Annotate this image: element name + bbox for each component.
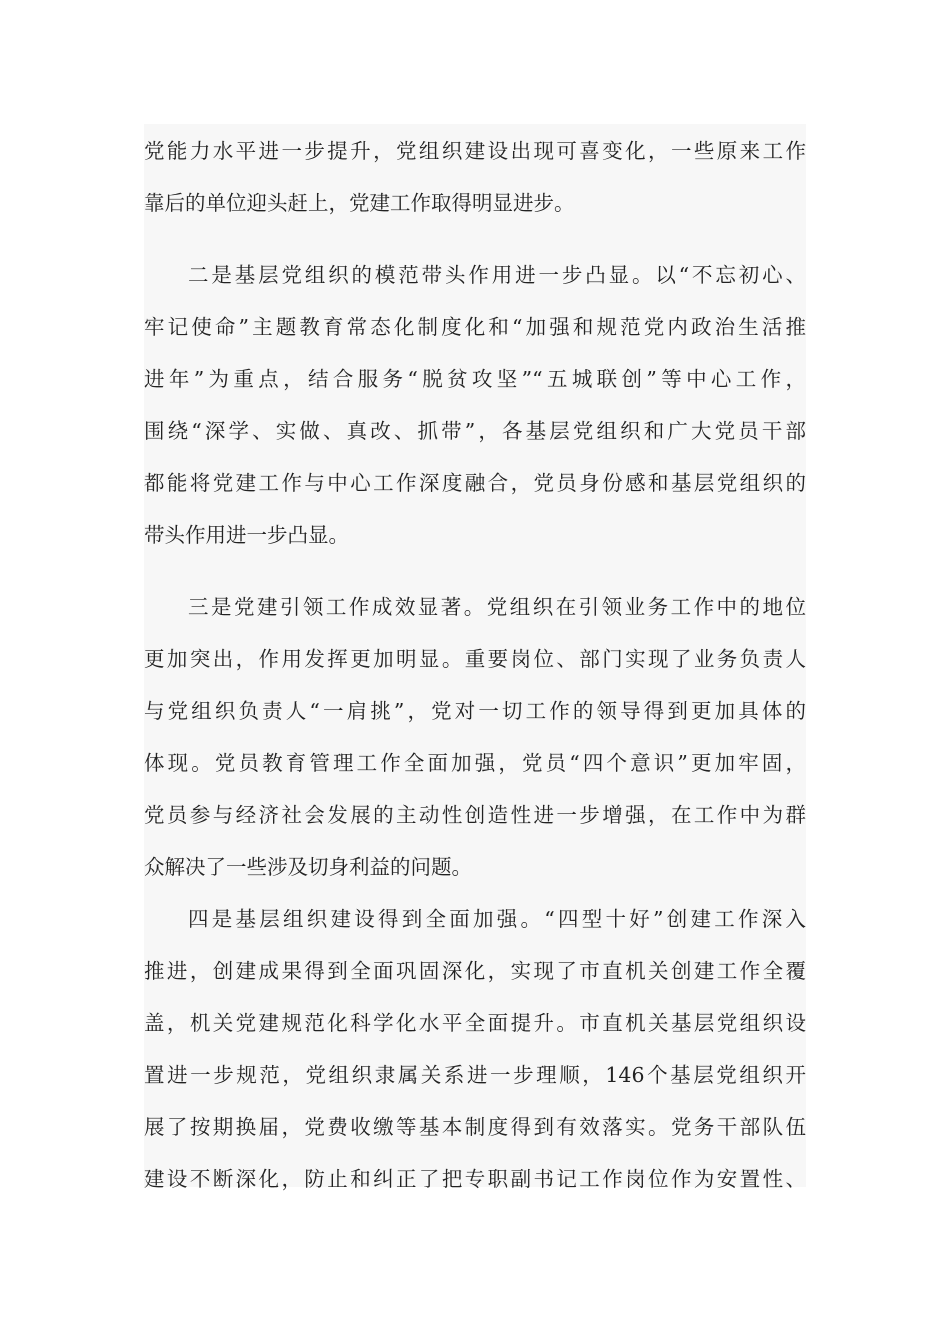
paragraph-line: 党能力水平进一步提升，党组织建设出现可喜变化，一些原来工作 [144, 139, 806, 163]
paragraph-line: 置进一步规范，党组织隶属关系进一步理顺，146个基层党组织开 [144, 1063, 806, 1087]
paragraph-line: 进年”为重点，结合服务“脱贫攻坚”“五城联创”等中心工作， [144, 367, 806, 391]
paragraph-line: 建设不断深化，防止和纠正了把专职副书记工作岗位作为安置性、 [144, 1167, 806, 1191]
paragraph-line: 牢记使命”主题教育常态化制度化和“加强和规范党内政治生活推 [144, 315, 806, 339]
paragraph-line: 围绕“深学、实做、真改、抓带”，各基层党组织和广大党员干部 [144, 419, 806, 443]
paragraph-line: 体现。党员教育管理工作全面加强，党员“四个意识”更加牢固， [144, 751, 806, 775]
paragraph-line: 盖，机关党建规范化科学化水平全面提升。市直机关基层党组织设 [144, 1011, 806, 1035]
paragraph-line: 推进，创建成果得到全面巩固深化，实现了市直机关创建工作全覆 [144, 959, 806, 983]
paragraph-line: 二是基层党组织的模范带头作用进一步凸显。以“不忘初心、 [188, 263, 806, 287]
paragraph-line: 展了按期换届，党费收缴等基本制度得到有效落实。党务干部队伍 [144, 1115, 806, 1139]
document-text-block [144, 124, 806, 1191]
paragraph-line: 带头作用进一步凸显。 [144, 523, 349, 547]
paragraph-line: 四是基层组织建设得到全面加强。“四型十好”创建工作深入 [188, 907, 806, 931]
paragraph-line: 更加突出，作用发挥更加明显。重要岗位、部门实现了业务负责人 [144, 647, 806, 671]
paragraph-line: 三是党建引领工作成效显著。党组织在引领业务工作中的地位 [188, 595, 806, 619]
paragraph-line: 党员参与经济社会发展的主动性创造性进一步增强，在工作中为群 [144, 803, 806, 827]
paragraph-line: 众解决了一些涉及切身利益的问题。 [144, 855, 472, 879]
paragraph-line: 与党组织负责人“一肩挑”，党对一切工作的领导得到更加具体的 [144, 699, 806, 723]
paragraph-line: 都能将党建工作与中心工作深度融合，党员身份感和基层党组织的 [144, 471, 806, 495]
paragraph-line: 靠后的单位迎头赶上，党建工作取得明显进步。 [144, 191, 575, 215]
